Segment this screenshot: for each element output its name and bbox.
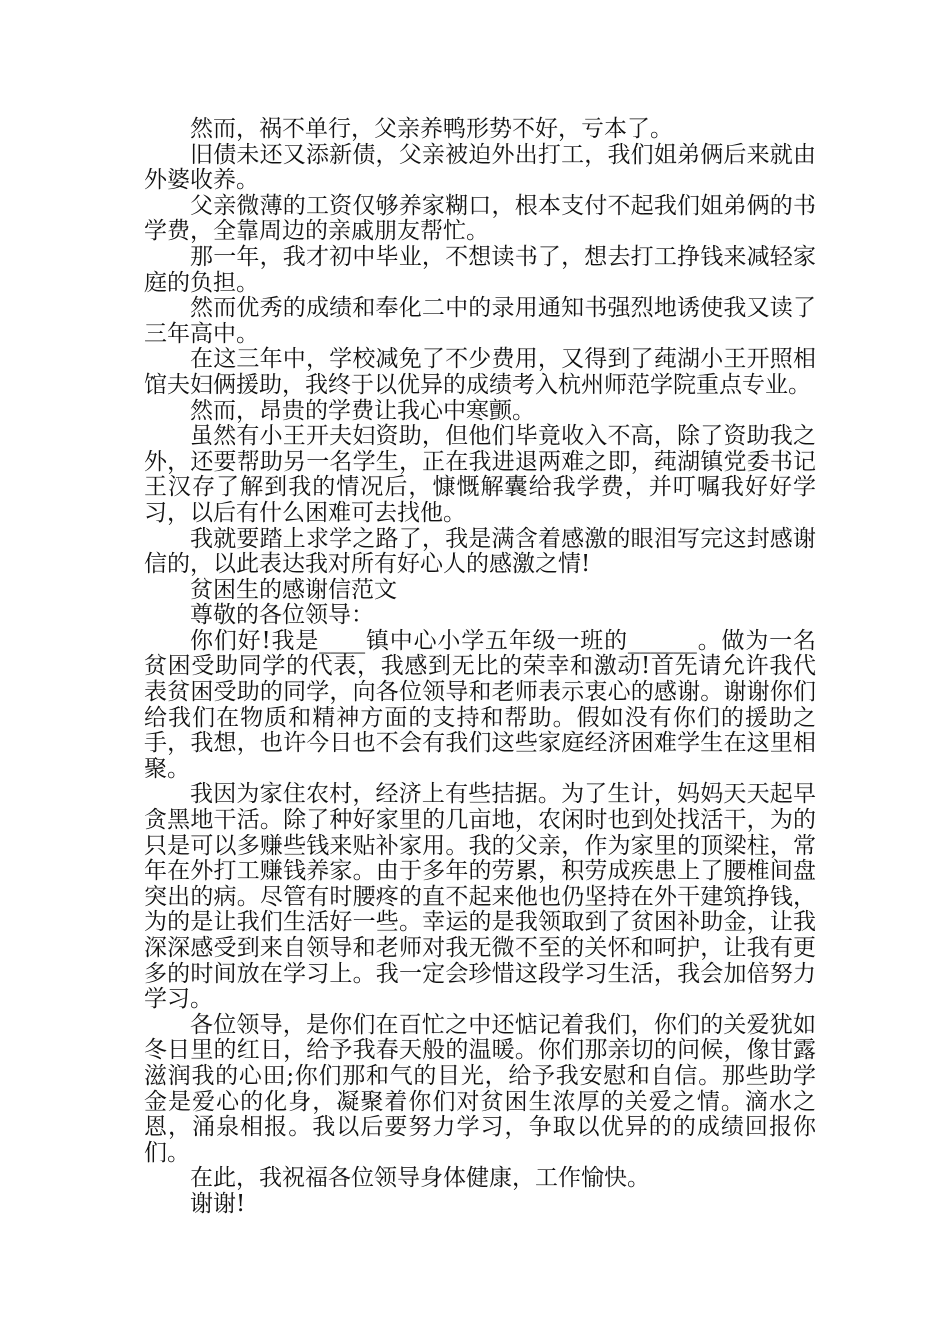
paragraph-12: 你们好!我是____镇中心小学五年级一班的______。做为一名贫困受助同学的代表，我感到无比的荣幸和激动!首先请允许我代表贫困受助的同学，向各位领导和老师表示衷心的感谢。谢谢你们给我们在物质和精神方面的支持和帮助。假如没有你们的援助之手，我想，也许今日也不会有我们这些家庭经济困难学生在这里相聚。 <box>144 627 816 782</box>
closing-thanks: 谢谢! <box>190 1190 246 1217</box>
paragraph-9: 我就要踏上求学之路了，我是满含着感激的眼泪写完这封感谢信的，以此表达我对所有好心人的感激之情! <box>144 525 816 578</box>
paragraph-7: 然而，昂贵的学费让我心中寒颤。 <box>190 397 535 424</box>
paragraph-13: 我因为家住农村，经济上有些拮据。为了生计，妈妈天天起早贪黑地干活。除了种好家里的几亩地，农闲时也到处找活干，为的只是可以多赚些钱来贴补家用。我的父亲，作为家里的顶梁柱，常年在外打工赚钱养家。由于多年的劳累，积劳成疾患上了腰椎间盘突出的病。尽管有时腰疼的直不起来他也仍坚持在外干建筑挣钱，为的是让我们生活好一些。幸运的是我领取到了贫困补助金，让我深深感受到来自领导和老师对我无微不至的关怀和呵护，让我有更多的时间放在学习上。我一定会珍惜这段学习生活，我会加倍努力学习。 <box>144 781 816 1013</box>
paragraph-4: 那一年，我才初中毕业，不想读书了，想去打工挣钱来减轻家庭的负担。 <box>144 243 816 296</box>
paragraph-1: 然而，祸不单行，父亲养鸭形势不好，亏本了。 <box>190 116 673 142</box>
salutation: 尊敬的各位领导： <box>190 602 374 629</box>
paragraph-2: 旧债未还又添新债，父亲被迫外出打工，我们姐弟俩后来就由外婆收养。 <box>144 141 816 194</box>
paragraph-8: 虽然有小王开夫妇资助，但他们毕竟收入不高，除了资助我之外，还要帮助另一名学生，正在我进退两难之即，莼湖镇党委书记王汉存了解到我的情况后，慷慨解囊给我学费，并叮嘱我好好学习，以后有什么困难可去找他。 <box>144 423 816 526</box>
paragraph-14: 各位领导，是你们在百忙之中还惦记着我们，你们的关爱犹如冬日里的红日，给予我春天般的温暖。你们那亲切的问候，像甘露滋润我的心田;你们那和气的目光，给予我安慰和自信。那些助学金是爱心的化身，凝聚着你们对贫困生浓厚的关爱之情。滴水之恩，涌泉相报。我以后要努力学习，争取以优异的的成绩回报你们。 <box>144 1011 816 1166</box>
document-body <box>144 117 816 1218</box>
closing-wish: 在此，我祝福各位领导身体健康，工作愉快。 <box>190 1165 650 1192</box>
section-title: 贫困生的感谢信范文 <box>190 576 397 603</box>
paragraph-6: 在这三年中，学校减免了不少费用，又得到了莼湖小王开照相馆夫妇俩援助，我终于以优异的成绩考入杭州师范学院重点专业。 <box>144 346 816 398</box>
paragraph-3: 父亲微薄的工资仅够养家糊口，根本支付不起我们姐弟俩的书学费，全靠周边的亲戚朋友帮忙。 <box>144 192 816 245</box>
paragraph-5: 然而优秀的成绩和奉化二中的录用通知书强烈地诱使我又读了三年高中。 <box>144 295 816 347</box>
